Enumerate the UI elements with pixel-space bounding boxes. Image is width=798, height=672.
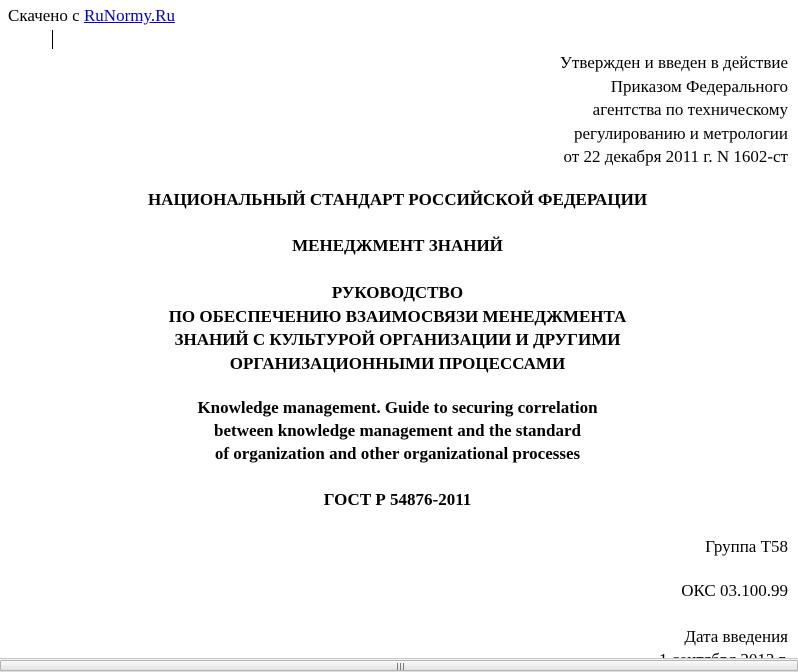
english-title-line: of organization and other organizational processes	[214, 444, 581, 463]
guide-title-line: ОРГАНИЗАЦИОННЫМИ ПРОЦЕССАМИ	[229, 353, 566, 373]
english-title-line: between knowledge management and the standard	[214, 421, 581, 440]
national-standard-heading: НАЦИОНАЛЬНЫЙ СТАНДАРТ РОССИЙСКОЙ ФЕДЕРАЦИИ	[147, 190, 648, 209]
source-line	[8, 6, 175, 26]
english-title	[0, 396, 795, 465]
approval-line: от 22 декабря 2011 г. N 1602-ст	[563, 147, 788, 166]
subject-heading: МЕНЕДЖМЕНТ ЗНАНИЙ	[292, 236, 503, 255]
approval-line: Утвержден и введен в действие	[559, 53, 788, 72]
guide-title-line: ПО ОБЕСПЕЧЕНИЮ ВЗАИМОСВЯЗИ МЕНЕДЖМЕНТА	[168, 306, 627, 326]
text-cursor	[52, 30, 53, 49]
guide-title-line: РУКОВОДСТВО	[331, 283, 464, 302]
source-prefix: Скачено с	[8, 6, 84, 25]
approval-line: Приказом Федерального	[610, 76, 788, 96]
approval-line: агентства по техническому	[592, 100, 788, 119]
guide-title	[0, 281, 795, 375]
approval-line: регулированию и метрологии	[573, 123, 788, 143]
group-code: Группа Т58	[705, 537, 788, 556]
approval-block	[560, 51, 788, 169]
english-title-line: Knowledge management. Guide to securing correlation	[197, 398, 598, 417]
gost-number: ГОСТ Р 54876-2011	[323, 490, 472, 509]
guide-title-line: ЗНАНИЙ С КУЛЬТУРОЙ ОРГАНИЗАЦИИ И ДРУГИМИ	[174, 330, 621, 349]
scrollbar-thumb[interactable]	[0, 660, 798, 671]
horizontal-scrollbar[interactable]	[0, 658, 798, 672]
scrollbar-grip-icon	[396, 663, 406, 670]
effective-date-label: Дата введения	[684, 627, 788, 646]
runormy-link[interactable]: RuNormy.Ru	[83, 6, 175, 25]
oks-code: ОКС 03.100.99	[681, 581, 788, 600]
